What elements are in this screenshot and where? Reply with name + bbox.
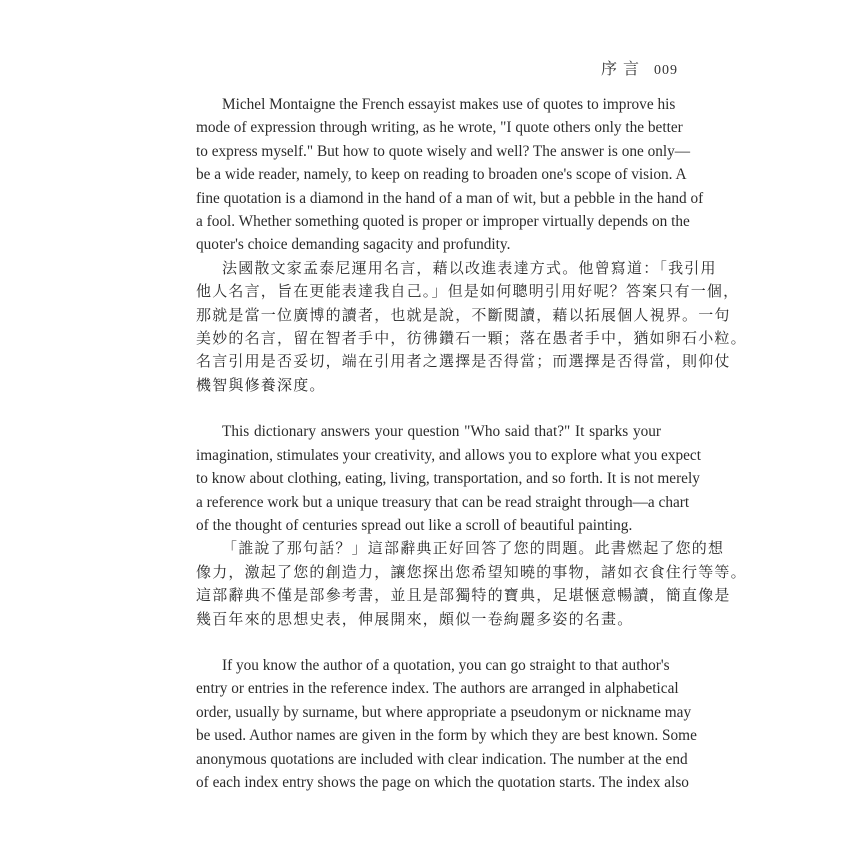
text-line: Michel Montaigne the French essayist makes use of quotes to improve his: [222, 96, 676, 113]
text-line: If you know the author of a quotation, you can go straight to that author's: [222, 656, 670, 674]
text-line: order, usually by surname, but where appropriate a pseudonym or nickname may: [196, 703, 692, 721]
text-line: a fool. Whether something quoted is proper or improper virtually depends on the: [196, 213, 690, 231]
text-line: of the thought of centuries spread out like a scroll of beautiful painting.: [196, 516, 633, 534]
paragraph-zh-montaigne: [196, 257, 747, 397]
text-line: 「誰說了那句話？」這部辭典正好回答了您的問題。此書燃起了您的想: [222, 539, 725, 558]
text-line: 像力，激起了您的創造力，讓您探出您希望知曉的事物，諸如衣食住行等等。: [196, 562, 747, 581]
paragraph-en-dictionary: [196, 420, 701, 537]
text-line: mode of expression through writing, as he wrote, "I quote others only the better: [196, 119, 683, 137]
text-line: This dictionary answers your question "Who said that?" It sparks your: [222, 423, 661, 441]
page-number: 009: [654, 63, 678, 78]
text-line: be used. Author names are given in the form by which they are best known. Some: [196, 727, 697, 745]
text-line: 幾百年來的思想史表，伸展開來，頗似一卷絢麗多姿的名畫。: [196, 609, 634, 628]
text-line: entry or entries in the reference index. The authors are arranged in alphabetical: [196, 680, 679, 698]
paragraph-en-montaigne: [196, 93, 704, 257]
paragraph-zh-dictionary: [196, 537, 747, 631]
text-line: imagination, stimulates your creativity, and allows you to explore what you expect: [196, 446, 701, 464]
text-line: 這部辭典不僅是部參考書，並且是部獨特的寶典，足堪愜意暢讀，簡直像是: [196, 586, 731, 605]
paragraph-gap: [196, 631, 661, 654]
text-line: a reference work but a unique treasury that can be read straight through—a chart: [196, 493, 690, 511]
chapter-title: 序言: [600, 61, 645, 78]
text-line: to express myself." But how to quote wisely and well? The answer is one only—: [196, 142, 691, 160]
text-line: 那就是當一位廣博的讀者，也就是說，不斷閱讀，藉以拓展個人視界。一句: [196, 305, 731, 324]
text-line: to know about clothing, eating, living, transportation, and so forth. It is not merely: [196, 470, 700, 488]
text-line: 機智與修養深度。: [196, 375, 326, 394]
text-line: be a wide reader, namely, to keep on reading to broaden one's scope of vision. A: [196, 166, 687, 184]
text-line: 名言引用是否妥切，端在引用者之選擇是否得當；而選擇是否得當，則仰仗: [196, 352, 731, 371]
text-line: fine quotation is a diamond in the hand of a man of wit, but a pebble in the hand of: [196, 189, 704, 207]
paragraph-gap: [196, 397, 661, 420]
text-line: 法國散文家孟泰尼運用名言，藉以改進表達方式。他曾寫道：「我引用: [222, 258, 717, 277]
paragraph-en-index: [196, 654, 697, 794]
page-body: [196, 93, 747, 794]
text-line: quoter's choice demanding sagacity and profundity.: [196, 236, 511, 254]
text-line: of each index entry shows the page on which the quotation starts. The index also: [196, 773, 689, 791]
text-line: 他人名言，旨在更能表達我自己。」但是如何聰明引用好呢？答案只有一個，: [196, 282, 740, 301]
text-line: anonymous quotations are included with clear indication. The number at the end: [196, 750, 688, 768]
running-header: [601, 56, 678, 79]
text-line: 美妙的名言，留在智者手中，彷彿鑽石一顆；落在愚者手中，猶如卵石小粒。: [196, 329, 747, 348]
